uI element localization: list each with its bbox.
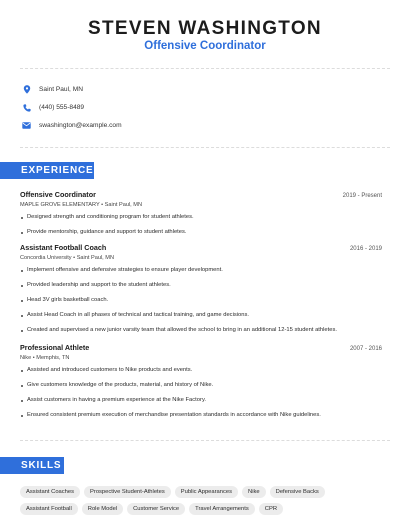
list-item: Implement offensive and defensive strategies to ensure player development. (20, 263, 382, 278)
divider (20, 147, 390, 148)
contact-email-text[interactable]: swashington@example.com (39, 122, 122, 129)
contact-email[interactable] (22, 121, 122, 130)
job-dates: 2007 - 2016 (349, 346, 382, 352)
job-org: Concordia University • Saint Paul, MN (20, 255, 114, 261)
skill-chip: Travel Arrangements (189, 503, 255, 515)
skill-chip: CPR (259, 503, 283, 515)
skill-chip: Assistant Football (20, 503, 78, 515)
job-bullets (20, 263, 382, 338)
list-item: Assist customers in having a premium experience at the Nike Factory. (20, 393, 382, 408)
job-dates: 2016 - 2019 (349, 246, 382, 252)
list-item: Created and supervised a new junior varsity team that allowed the school to bring in an additional 12-15 student athletes. (20, 323, 382, 338)
list-item: Ensured consistent premium execution of merchandise presentation standards in accordance with Nike guidelines. (20, 408, 382, 423)
job-title: Professional Athlete (20, 343, 90, 352)
map-pin-icon (22, 85, 31, 94)
divider (20, 440, 390, 441)
list-item: Provided leadership and support to the student athletes. (20, 278, 382, 293)
skills-list (20, 486, 390, 520)
contact-location (22, 85, 83, 94)
job-entry (20, 190, 382, 240)
phone-icon (22, 103, 31, 112)
job-entry (20, 243, 382, 338)
job-title: Offensive Coordinator (20, 190, 96, 199)
job-dates: 2019 - Present (342, 193, 382, 199)
skill-chip: Assistant Coaches (20, 486, 80, 498)
skill-chip: Role Model (82, 503, 123, 515)
skill-chip: Defensive Backs (270, 486, 325, 498)
contact-phone-text: (440) 555-8489 (39, 104, 85, 111)
section-experience-heading: EXPERIENCE (0, 162, 94, 179)
skill-chip: Nike (242, 486, 266, 498)
job-bullets (20, 210, 382, 240)
envelope-icon (22, 121, 31, 130)
skill-chip: Public Appearances (175, 486, 238, 498)
job-entry (20, 343, 382, 423)
list-item: Assist Head Coach in all phases of technical and tactical training, and game decisions. (20, 308, 382, 323)
list-item: Head 3V girls basketball coach. (20, 293, 382, 308)
skill-chip: Customer Service (127, 503, 185, 515)
contact-phone (22, 103, 84, 112)
job-title: Assistant Football Coach (20, 243, 107, 252)
resume-title: Offensive Coordinator (144, 40, 266, 52)
job-org: Nike • Memphis, TN (20, 355, 70, 361)
section-skills-heading: SKILLS (0, 457, 64, 474)
divider (20, 68, 390, 69)
list-item: Designed strength and conditioning program for student athletes. (20, 210, 382, 225)
skill-chip: Prospective Student-Athletes (84, 486, 171, 498)
job-bullets (20, 363, 382, 423)
contact-location-text: Saint Paul, MN (39, 86, 83, 93)
list-item: Assisted and introduced customers to Nike products and events. (20, 363, 382, 378)
resume-name: STEVEN WASHINGTON (88, 18, 322, 39)
list-item: Provide mentorship, guidance and support to student athletes. (20, 225, 382, 240)
list-item: Give customers knowledge of the products, material, and history of Nike. (20, 378, 382, 393)
job-org: MAPLE GROVE ELEMENTARY • Saint Paul, MN (20, 202, 142, 208)
